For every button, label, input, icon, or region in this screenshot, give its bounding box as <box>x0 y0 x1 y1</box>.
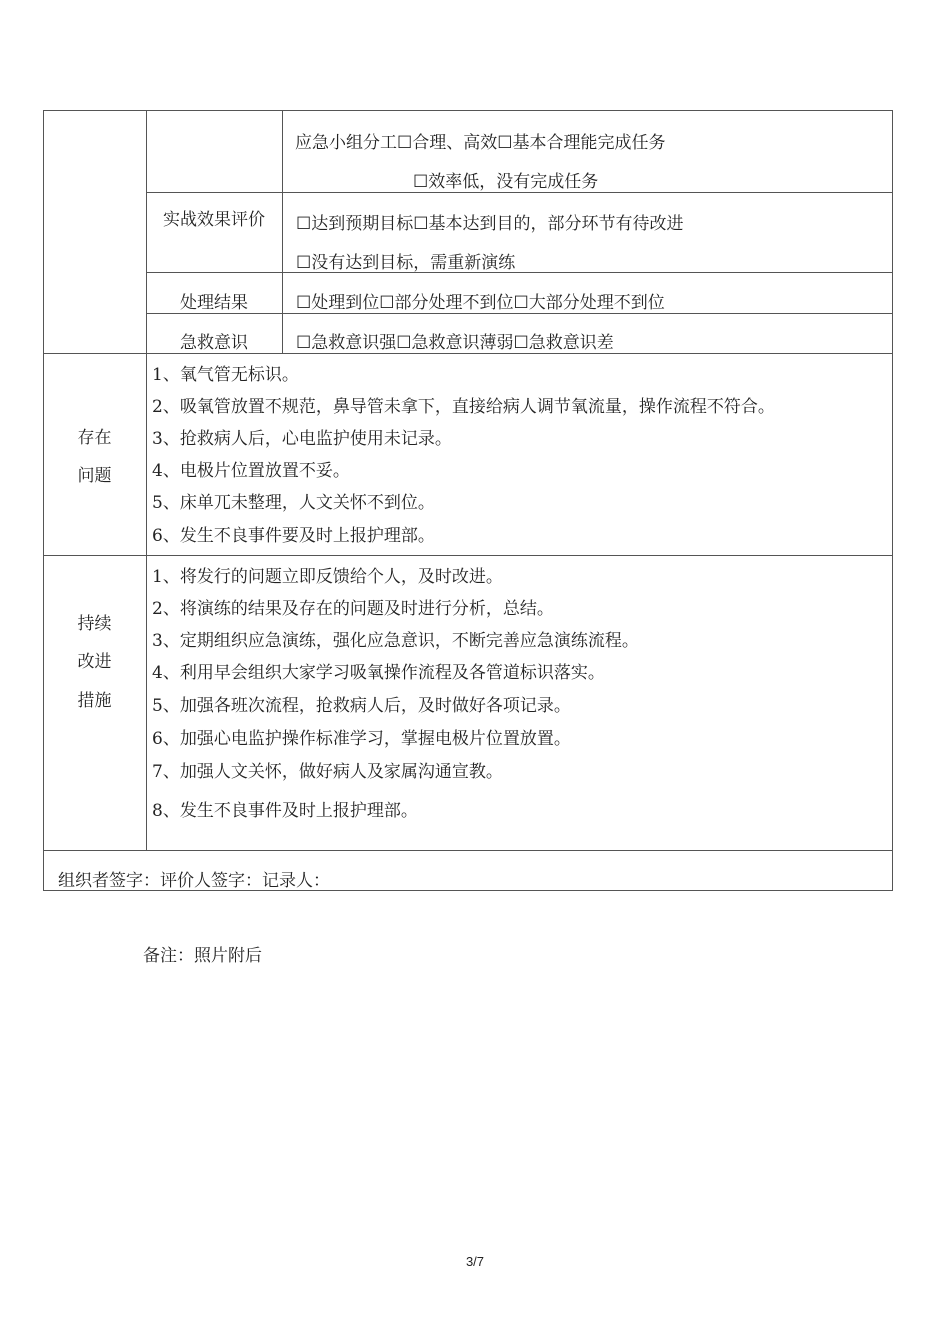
measure-item: 6、加强心电监护操作标准学习，掌握电极片位置放置。 <box>152 729 571 749</box>
row-divider <box>146 192 893 193</box>
table-border-left <box>43 110 44 891</box>
problems-label-2: 问题 <box>77 466 112 486</box>
handling-value: ☐处理到位☐部分处理不到位☐大部分处理不到位 <box>296 293 665 313</box>
measure-item: 4、利用早会组织大家学习吸氧操作流程及各管道标识落实。 <box>152 663 605 683</box>
problem-item: 2、吸氧管放置不规范，鼻导管未拿下，直接给病人调节氧流量，操作流程不符合。 <box>152 397 775 417</box>
measures-label-2: 改进 <box>77 652 112 672</box>
section-divider <box>43 555 893 556</box>
teamwork-line-2: ☐效率低，没有完成任务 <box>413 172 599 192</box>
measure-item: 5、加强各班次流程，抢救病人后，及时做好各项记录。 <box>152 696 571 716</box>
page-number: 3/7 <box>465 1254 485 1269</box>
problems-label-1: 存在 <box>77 428 112 448</box>
measure-item: 2、将演练的结果及存在的问题及时进行分析，总结。 <box>152 599 554 619</box>
first-aid-value: ☐急救意识强☐急救意识薄弱☐急救意识差 <box>296 333 614 353</box>
problem-item: 1、氧气管无标识。 <box>152 365 299 385</box>
table-border-right <box>892 110 893 891</box>
remarks-note: 备注：照片附后 <box>143 946 262 966</box>
problem-item: 3、抢救病人后，心电监护使用未记录。 <box>152 429 452 449</box>
table-border-top <box>43 110 893 111</box>
combat-effect-line-2: ☐没有达到目标，需重新演练 <box>296 253 516 273</box>
combat-effect-line-1: ☐达到预期目标☐基本达到目的，部分环节有待改进 <box>296 214 684 234</box>
measure-item: 1、将发行的问题立即反馈给个人，及时改进。 <box>152 567 503 587</box>
problem-item: 6、发生不良事件要及时上报护理部。 <box>152 526 435 546</box>
first-aid-row <box>146 314 893 353</box>
teamwork-line-1: 应急小组分工☐合理、高效☐基本合理能完成任务 <box>295 133 666 153</box>
combat-effect-label: 实战效果评价 <box>163 210 265 230</box>
signature-row <box>44 851 892 890</box>
handling-label: 处理结果 <box>180 293 248 313</box>
problem-item: 5、床单兀未整理，人文关怀不到位。 <box>152 493 435 513</box>
row-divider <box>146 272 893 273</box>
measure-item: 7、加强人文关怀，做好病人及家属沟通宣教。 <box>152 762 503 782</box>
measure-item: 3、定期组织应急演练，强化应急意识，不断完善应急演练流程。 <box>152 631 639 651</box>
measure-item: 8、发生不良事件及时上报护理部。 <box>152 801 418 821</box>
section-divider <box>43 353 893 354</box>
measures-label-3: 措施 <box>77 691 112 711</box>
first-aid-label: 急救意识 <box>180 333 248 353</box>
signature-line: 组织者签字：评价人签字：记录人： <box>58 871 330 890</box>
table-border-bottom <box>43 890 893 891</box>
measures-label-1: 持续 <box>77 614 112 634</box>
problem-item: 4、电极片位置放置不妥。 <box>152 461 350 481</box>
